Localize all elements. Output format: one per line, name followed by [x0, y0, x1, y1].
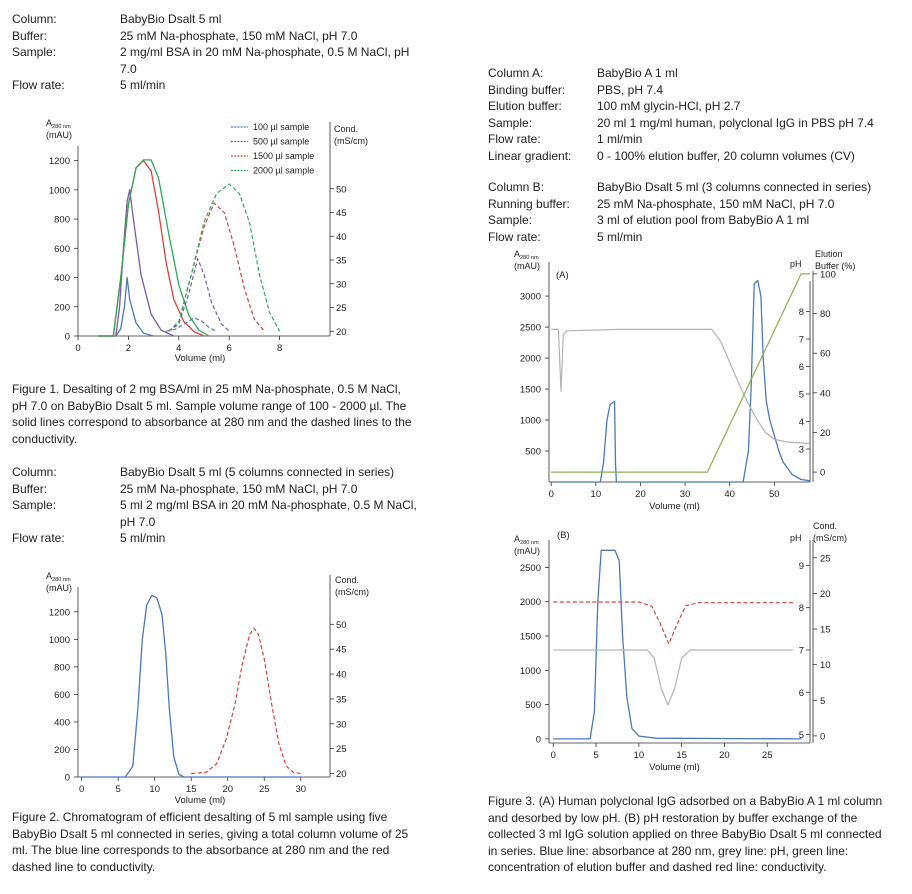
- fig3b-info-value: 3 ml of elution pool from BabyBio A 1 ml: [597, 213, 810, 227]
- fig1-info: [12, 11, 417, 94]
- figure-2-chart: [0, 565, 420, 810]
- y3-axis-title-line2: Buffer (%): [815, 261, 856, 271]
- fig3b-info: [488, 179, 888, 245]
- y2-tick-label: 9: [798, 560, 804, 572]
- series-conductivity-line: [191, 628, 301, 773]
- fig2-info-row: [12, 481, 417, 498]
- y2-tick-label: 25: [336, 303, 347, 314]
- y3-tick-label: 25: [820, 553, 831, 565]
- fig1-info-label: Buffer:: [12, 28, 48, 43]
- x-axis-title: Volume (ml): [649, 762, 700, 773]
- fig3b-info-row: [488, 196, 888, 213]
- fig3a-info-value: 1 ml/min: [597, 132, 643, 146]
- fig3a-info-value: BabyBio A 1 ml: [597, 66, 678, 80]
- y2-tick-label: 8: [798, 603, 804, 615]
- y-tick-label: 500: [525, 700, 541, 712]
- series-absorbance-line: [82, 595, 301, 777]
- y3-axis-title: Elution: [815, 249, 843, 259]
- y2-tick-label: 35: [336, 694, 347, 706]
- fig2-info: [12, 464, 417, 547]
- fig3a-info-row: [488, 115, 888, 132]
- y-axis-title: $A_{280 nm}$: [514, 249, 539, 261]
- y-tick-label: 1000: [519, 415, 541, 427]
- fig2-info-value: BabyBio Dsalt 5 ml (5 columns connected in series): [120, 465, 395, 479]
- fig2-info-label: Sample:: [12, 498, 57, 512]
- fig1-info-label: Flow rate:: [12, 78, 65, 92]
- fig2-info-row: [12, 497, 417, 530]
- x-tick-label: 10: [149, 784, 160, 795]
- series-conductivity-line: [169, 259, 230, 332]
- y2-tick-label: 7: [798, 334, 804, 346]
- fig3a-info-value: 0 - 100% elution buffer, 20 column volumes (CV): [597, 148, 855, 163]
- y2-tick-label: 45: [336, 644, 347, 656]
- series-ph-line: [553, 650, 793, 705]
- x-tick-label: 20: [635, 489, 646, 500]
- y-tick-label: 1000: [48, 185, 70, 197]
- series-absorbance-line: [98, 278, 153, 337]
- fig3b-info-value: 25 mM Na-phosphate, 150 mM NaCl, pH 7.0: [597, 196, 835, 211]
- y-tick-label: 1200: [48, 607, 70, 619]
- x-tick-label: 25: [761, 750, 773, 761]
- x-tick-label: 6: [226, 343, 232, 354]
- legend-label: 100 µl sample: [253, 122, 310, 132]
- x-tick-label: 5: [115, 784, 121, 795]
- y3-tick-label: 5: [820, 695, 826, 707]
- y-tick-label: 200: [54, 744, 70, 756]
- y3-tick-label: 10: [820, 660, 831, 672]
- y2-tick-label: 35: [336, 255, 347, 267]
- fig3a-info-label: Sample:: [488, 115, 533, 130]
- y3-tick-label: 15: [820, 624, 831, 636]
- fig1-caption: Figure 1. Desalting of 2 mg BSA/ml in 25 mM Na-phosphate, 0.5 M NaCl, pH 7.0 on BabyBio Dsalt 5 ml. Sample volume range of 100 - 2000 µl. The solid lines correspond to absorbance at 280 nm and the dashed lines to the conductivity.: [12, 382, 412, 446]
- y2-axis-title: pH: [790, 259, 802, 269]
- series-absorbance-line: [553, 550, 801, 739]
- y2-axis-title: Cond.: [335, 575, 360, 585]
- y-tick-label: 600: [54, 689, 70, 701]
- fig1-info-value: 25 mM Na-phosphate, 150 mM NaCl, pH 7.0: [120, 28, 358, 43]
- fig3b-info-label: Column B:: [488, 180, 545, 194]
- x-tick-label: 30: [679, 489, 691, 500]
- x-tick-label: 0: [79, 784, 85, 795]
- y-tick-label: 0: [64, 331, 70, 343]
- fig1-info-row: [12, 11, 417, 28]
- y2-tick-label: 5: [798, 730, 804, 742]
- fig1-info-row: [12, 44, 417, 77]
- y2-tick-label: 45: [336, 208, 347, 219]
- y-tick-label: 800: [54, 214, 70, 226]
- fig3a-info-value: 100 mM glycin-HCl, pH 2.7: [597, 99, 741, 113]
- series-absorbance-line: [98, 190, 174, 336]
- legend-label: 500 µl sample: [253, 136, 310, 147]
- y-tick-label: 2000: [519, 353, 541, 365]
- y2-tick-label: 8: [798, 307, 804, 318]
- y2-tick-label: 6: [798, 687, 804, 699]
- x-axis-title: Volume (ml): [649, 501, 700, 512]
- y2-tick-label: 7: [798, 645, 804, 657]
- fig1-info-value: BabyBio Dsalt 5 ml: [120, 12, 222, 26]
- y3-tick-label: 100: [820, 269, 836, 281]
- x-axis-title: Volume (ml): [174, 353, 226, 364]
- y-axis-title: $A_{280 nm}$: [46, 571, 71, 583]
- series-absorbance-line: [551, 281, 810, 482]
- fig3a-info-row: [488, 82, 888, 99]
- fig2-info-row: [12, 530, 417, 547]
- x-axis-title: Volume (ml): [174, 795, 226, 806]
- y-tick-label: 400: [54, 273, 70, 285]
- y2-axis-title-unit: (mS/cm): [335, 587, 369, 597]
- x-tick-label: 0: [75, 343, 81, 354]
- x-tick-label: 20: [222, 784, 234, 795]
- legend-label: 2000 µl sample: [253, 165, 315, 176]
- fig3b-info-row: [488, 212, 888, 229]
- fig2-info-row: [12, 464, 417, 481]
- fig3a-info-row: [488, 131, 888, 148]
- y2-tick-label: 6: [798, 362, 804, 373]
- y3-tick-label: 0: [820, 467, 826, 479]
- series-gradient-line: [551, 274, 810, 472]
- y-tick-label: 1200: [48, 156, 70, 168]
- x-tick-label: 4: [176, 343, 182, 354]
- fig3a-info-row: [488, 98, 888, 115]
- y2-tick-label: 3: [798, 444, 804, 456]
- y-tick-label: 500: [525, 446, 541, 458]
- x-tick-label: 0: [550, 750, 556, 761]
- fig3b-info-label: Sample:: [488, 213, 533, 227]
- fig3b-info-value: 5 ml/min: [597, 229, 643, 244]
- x-tick-label: 5: [593, 750, 599, 761]
- y-axis-title-unit: (mAU): [46, 583, 72, 593]
- y-tick-label: 0: [535, 734, 541, 746]
- y-axis-title: $A_{280 nm}$: [514, 534, 539, 546]
- y2-axis-title: pH: [790, 533, 802, 543]
- fig2-info-label: Column:: [12, 465, 57, 479]
- fig3b-info-row: [488, 229, 888, 246]
- y2-tick-label: 20: [336, 326, 347, 338]
- fig3a-info-label: Linear gradient:: [488, 148, 572, 163]
- y-tick-label: 1500: [519, 631, 541, 643]
- fig3a-info-label: Elution buffer:: [488, 99, 562, 113]
- fig3a-info-row: [488, 148, 888, 165]
- x-tick-label: 10: [633, 750, 645, 761]
- x-tick-label: 0: [548, 489, 554, 500]
- fig1-info-row: [12, 77, 417, 94]
- y2-tick-label: 50: [336, 619, 347, 631]
- y-tick-label: 1000: [48, 634, 70, 646]
- legend-label: 1500 µl sample: [253, 151, 315, 161]
- fig3a-info: [488, 65, 888, 164]
- x-tick-label: 50: [769, 489, 780, 500]
- fig1-info-value: 2 mg/ml BSA in 20 mM Na-phosphate, 0.5 M NaCl, pH 7.0: [120, 45, 410, 76]
- x-tick-label: 25: [258, 784, 270, 795]
- fig2-info-value: 5 ml/min: [120, 531, 166, 545]
- y-tick-label: 3000: [519, 291, 541, 303]
- y3-tick-label: 80: [820, 309, 831, 321]
- y2-tick-label: 30: [336, 719, 347, 731]
- y-tick-label: 2000: [519, 597, 541, 609]
- figure-3a-chart: [480, 246, 900, 518]
- fig2-caption: Figure 2. Chromatogram of efficient desalting of 5 ml sample using five BabyBio Dsalt 5 ml connected in series, giving a total column volume of 25 ml. The blue line corresponds to the absorbance at 280 nm and the red dashed line to conductivity.: [12, 810, 409, 874]
- y2-tick-label: 25: [336, 744, 347, 756]
- y3-axis-title: Cond.: [813, 521, 838, 531]
- y3-tick-label: 60: [820, 348, 831, 360]
- y-tick-label: 1500: [519, 384, 541, 396]
- fig3b-info-label: Running buffer:: [488, 196, 570, 211]
- y-axis-title: $A_{280 nm}$: [46, 118, 71, 130]
- fig1-info-value: 5 ml/min: [120, 78, 166, 92]
- fig3b-info-row: [488, 179, 888, 196]
- fig3-caption: Figure 3. (A) Human polyclonal IgG adsorbed on a BabyBio A 1 ml column and desorbed by low pH. (B) pH restoration by buffer exchange of the collected 3 ml IgG solution applied on three BabyBio Dsalt 5 ml connected in series. Blue line: absorbance at 280 nm, grey line: pH, green line: concentration of elution buffer and dashed red line: conductivity.: [488, 794, 883, 874]
- fig3b-info-value: BabyBio Dsalt 5 ml (3 columns connected in series): [597, 180, 872, 194]
- y-tick-label: 2500: [519, 562, 541, 574]
- y-tick-label: 200: [54, 302, 70, 314]
- x-tick-label: 2: [125, 343, 132, 354]
- fig1-info-label: Column:: [12, 12, 57, 26]
- y2-tick-label: 4: [798, 417, 804, 428]
- y3-tick-label: 20: [820, 588, 831, 600]
- y3-tick-label: 0: [820, 731, 826, 743]
- y-axis-title-unit: (mAU): [514, 546, 540, 556]
- y-tick-label: 400: [54, 717, 70, 729]
- y2-tick-label: 50: [336, 184, 347, 196]
- x-tick-label: 40: [724, 489, 735, 500]
- y2-tick-label: 20: [336, 769, 347, 781]
- series-conductivity-line: [169, 184, 280, 331]
- x-tick-label: 20: [719, 750, 730, 761]
- y2-axis-title-unit: (mS/cm): [334, 136, 368, 146]
- y-axis-title-unit: (mAU): [46, 130, 72, 140]
- panel-label: (A): [556, 270, 569, 281]
- panel-label: (B): [557, 530, 570, 541]
- fig3a-info-label: Flow rate:: [488, 132, 541, 146]
- x-tick-label: 10: [590, 489, 602, 500]
- y2-tick-label: 30: [336, 279, 347, 291]
- fig1-info-label: Sample:: [12, 45, 57, 59]
- y3-axis-title-unit: (mS/cm): [813, 533, 847, 543]
- y2-tick-label: 5: [798, 389, 804, 401]
- x-tick-label: 15: [676, 750, 687, 761]
- fig3a-info-label: Binding buffer:: [488, 82, 566, 97]
- y-axis-title-unit: (mAU): [514, 261, 540, 271]
- y-tick-label: 600: [54, 243, 70, 255]
- y2-tick-label: 40: [336, 669, 347, 681]
- fig3a-info-value: PBS, pH 7.4: [597, 82, 664, 97]
- fig2-info-label: Buffer:: [12, 481, 48, 496]
- fig2-info-value: 25 mM Na-phosphate, 150 mM NaCl, pH 7.0: [120, 481, 358, 496]
- x-tick-label: 30: [295, 784, 307, 795]
- y3-tick-label: 40: [820, 388, 831, 400]
- y3-tick-label: 20: [820, 427, 831, 439]
- fig3a-info-label: Column A:: [488, 66, 544, 80]
- y2-axis-title: Cond.: [334, 124, 359, 134]
- x-tick-label: 15: [185, 784, 197, 795]
- series-absorbance-line: [98, 161, 204, 336]
- y-tick-label: 0: [64, 772, 70, 784]
- fig1-info-row: [12, 28, 417, 45]
- y-tick-label: 800: [54, 662, 70, 674]
- y2-tick-label: 40: [336, 231, 347, 243]
- fig2-info-label: Flow rate:: [12, 531, 65, 545]
- x-tick-label: 8: [276, 343, 283, 354]
- figure-3b-chart: [480, 518, 900, 782]
- fig3a-info-value: 20 ml 1 mg/ml human, polyclonal IgG in PBS pH 7.4: [597, 115, 874, 130]
- fig2-info-value: 5 ml 2 mg/ml BSA in 20 mM Na-phosphate, 0.5 M NaCl, pH 7.0: [120, 498, 417, 529]
- series-conductivity-line: [553, 602, 793, 644]
- fig3a-info-row: [488, 65, 888, 82]
- y-tick-label: 2500: [519, 322, 541, 334]
- figure-1-chart: [0, 110, 420, 370]
- y-tick-label: 1000: [519, 665, 541, 677]
- fig3b-info-label: Flow rate:: [488, 229, 541, 244]
